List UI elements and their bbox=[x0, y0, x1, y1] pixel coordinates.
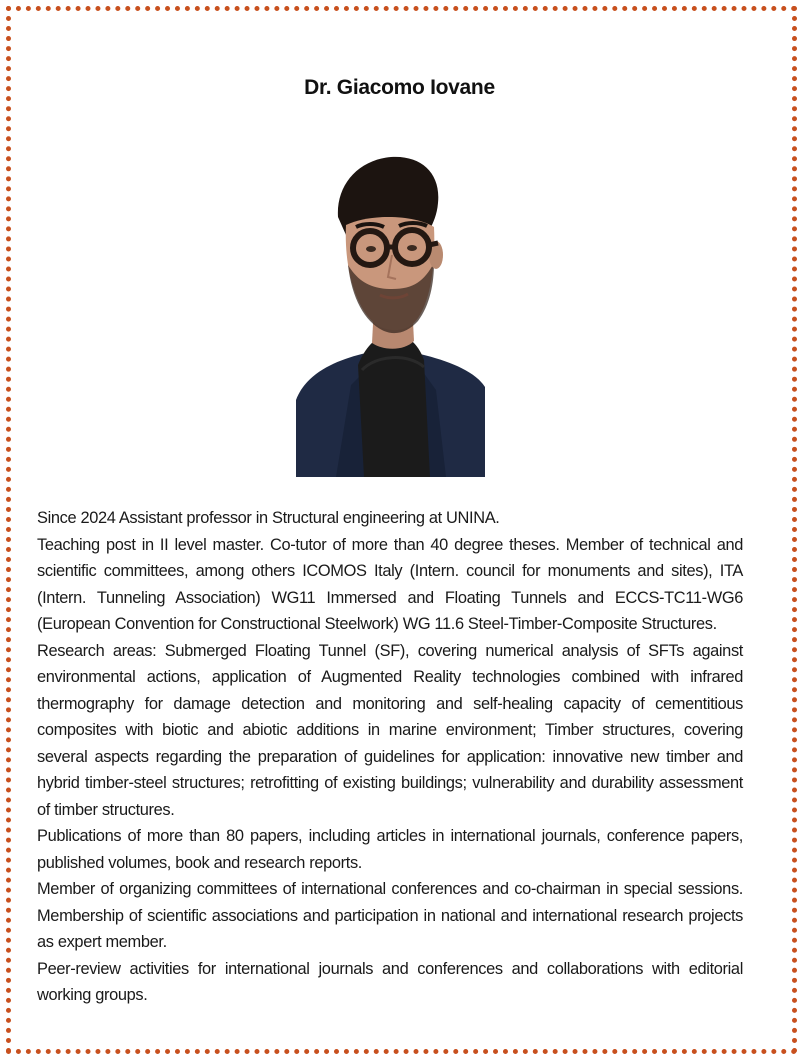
bio-paragraph-publications: Publications of more than 80 papers, including articles in international journals, conference papers, published volumes, book and research reports. bbox=[37, 827, 743, 872]
bio-paragraph-teaching: Teaching post in II level master. Co-tutor of more than 40 degree theses. Member of technical and scientific committees, among others ICOMOS Italy (Intern. council for monuments and sites), ITA (Intern. Tunneling Association) WG11 Immersed and Floating Tunnels and ECCS-TC11-WG6 (European Convention for Constructional Steelwork) WG 11.6 Steel-Timber-Composite Structures. bbox=[37, 535, 743, 633]
portrait-illustration bbox=[296, 155, 485, 477]
profile-photo bbox=[296, 155, 485, 477]
bio-paragraph-research: Research areas: Submerged Floating Tunnel (SF), covering numerical analysis of SFTs against environmental actions, application of Augmented Reality technologies combined with infrared thermography for damage detection and monitoring and self-healing capacity of cementitious composites with biotic and abiotic additions in marine environment; Timber structures, covering several aspects regarding the preparation of guidelines for application: innovative new timber and hybrid timber-steel structures; retrofitting of existing buildings; vulnerability and durability assessment of timber structures. bbox=[37, 641, 743, 819]
page-title: Dr. Giacomo Iovane bbox=[304, 76, 495, 99]
bio-paragraph-peer-review: Peer-review activities for international journals and conferences and collaborations with editorial working groups. bbox=[37, 959, 743, 1004]
bio-paragraph-memberships: Member of organizing committees of international conferences and co-chairman in special sessions. Membership of scientific associations and participation in national and international research projects as expert member. bbox=[37, 880, 743, 951]
bio-paragraph-position: Since 2024 Assistant professor in Structural engineering at UNINA. bbox=[37, 509, 500, 527]
biography bbox=[37, 505, 743, 1009]
